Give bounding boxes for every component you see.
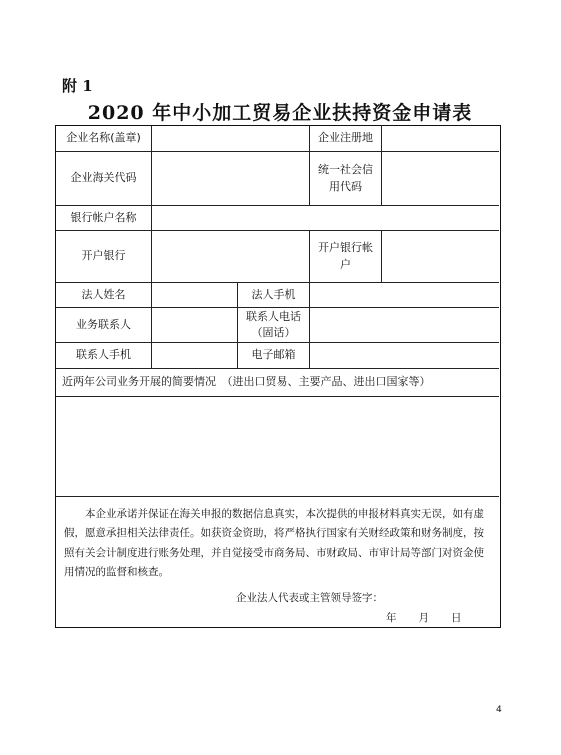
attachment-label: 附 1 — [62, 77, 93, 95]
company-name-label: 企业名称(盖章) — [56, 126, 152, 152]
form-title: 2020 年中小加工贸易企业扶持资金申请表 — [87, 102, 473, 124]
contact-tel-field[interactable] — [310, 308, 499, 343]
customs-code-field[interactable] — [152, 152, 310, 206]
business-summary-label: 近两年公司业务开展的简要情况 （进出口贸易、主要产品、进出口国家等） — [56, 369, 499, 397]
date-month-label: 月 — [418, 612, 429, 624]
credit-code-field[interactable] — [382, 152, 499, 206]
credit-code-label: 统一社会信用代码 — [310, 152, 382, 206]
application-form-table — [55, 125, 501, 628]
legal-phone-label: 法人手机 — [238, 283, 310, 308]
bank-label: 开户银行 — [56, 231, 152, 283]
email-label: 电子邮箱 — [238, 343, 310, 369]
page-number: 4 — [496, 705, 502, 715]
email-field[interactable] — [310, 343, 499, 369]
registered-place-label: 企业注册地 — [310, 126, 382, 152]
signature-date — [386, 609, 462, 627]
legal-phone-field[interactable] — [310, 283, 499, 308]
date-year-label: 年 — [386, 612, 397, 624]
commitment-section — [56, 497, 499, 627]
contact-mobile-field[interactable] — [152, 343, 238, 369]
bank-account-name-label: 银行帐户名称 — [56, 206, 152, 231]
legal-name-field[interactable] — [152, 283, 238, 308]
customs-code-label: 企业海关代码 — [56, 152, 152, 206]
bank-account-field[interactable] — [382, 231, 499, 283]
contact-field[interactable] — [152, 308, 238, 343]
legal-name-label: 法人姓名 — [56, 283, 152, 308]
bank-account-label: 开户银行帐户 — [310, 231, 382, 283]
registered-place-field[interactable] — [382, 126, 499, 152]
contact-label: 业务联系人 — [56, 308, 152, 343]
commitment-text: 本企业承诺并保证在海关申报的数据信息真实，本次提供的申报材料真实无误，如有虚假，愿意承担相关法律责任。如获资金资助，将严格执行国家有关财经政策和财务制度，按照有关会计制度进行账务处理，并自觉接受市商务局、市财政局、市审计局等部门对资金使用情况的监督和核查。 — [64, 508, 484, 579]
contact-tel-label: 联系人电话（固话） — [238, 308, 310, 343]
company-name-field[interactable] — [152, 126, 310, 152]
date-day-label: 日 — [451, 612, 462, 624]
signature-label: 企业法人代表或主管领导签字： — [236, 592, 383, 604]
contact-mobile-label: 联系人手机 — [56, 343, 152, 369]
bank-field[interactable] — [152, 231, 310, 283]
bank-account-name-field[interactable] — [152, 206, 499, 231]
business-summary-field[interactable] — [56, 397, 499, 497]
